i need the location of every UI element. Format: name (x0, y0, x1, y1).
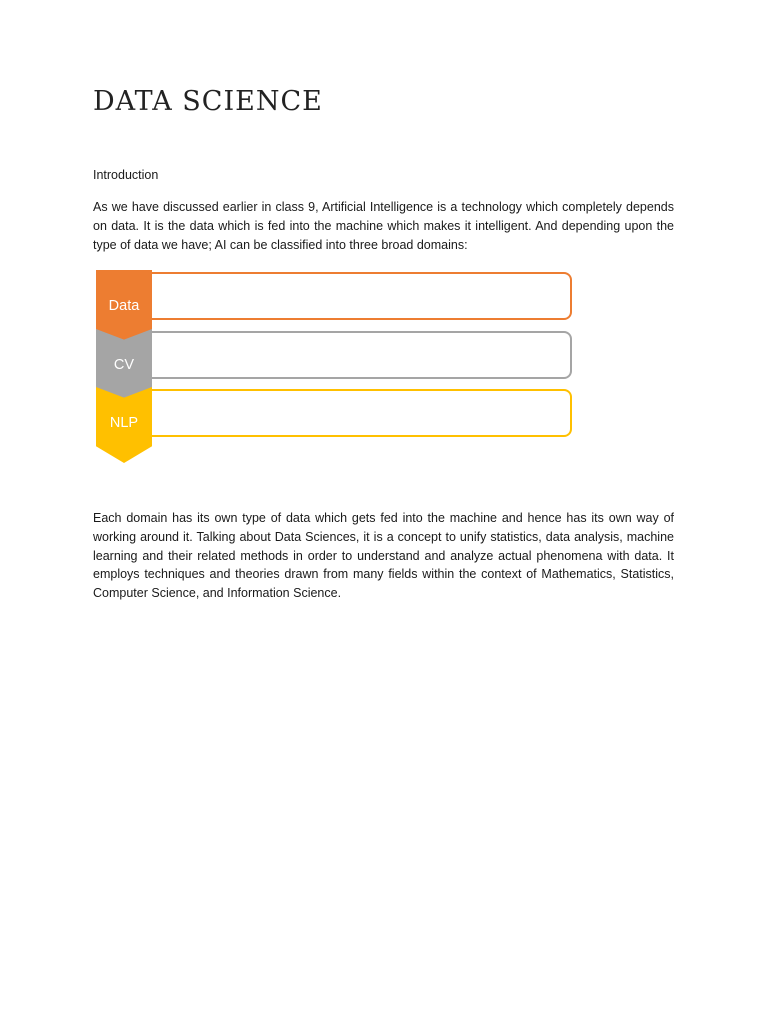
domain-chevron-label: CV (113, 357, 135, 373)
domain-box (146, 389, 572, 437)
domain-row-nlp (96, 387, 574, 437)
domains-paragraph: Each domain has its own type of data which gets fed into the machine and hence has its own way of working around it. Talking about Data Sciences, it is a concept to unify statistics, data analysis, machine learning and their related methods in order to understand and analyze actual phenomena with data. It employs techniques and theories drawn from many fields within the context of Mathematics, Statistics, Computer Science, and Information Science. (93, 511, 674, 601)
intro-paragraph: As we have discussed earlier in class 9, Artificial Intelligence is a technology which completely depends on data. It is the data which is fed into the machine which makes it intelligent. And depending upon the type of data we have; AI can be classified into three broad domains: (93, 200, 674, 252)
page-title: DATA SCIENCE (93, 86, 323, 117)
domain-row-data (96, 270, 574, 320)
domain-chevron-label: NLP (109, 415, 139, 431)
domain-box (146, 331, 572, 379)
domain-chevron-label: Data (108, 298, 140, 314)
ai-domains-diagram (96, 270, 574, 465)
section-heading: Introduction (93, 168, 159, 182)
domain-box (146, 272, 572, 320)
domain-row-cv (96, 329, 574, 379)
